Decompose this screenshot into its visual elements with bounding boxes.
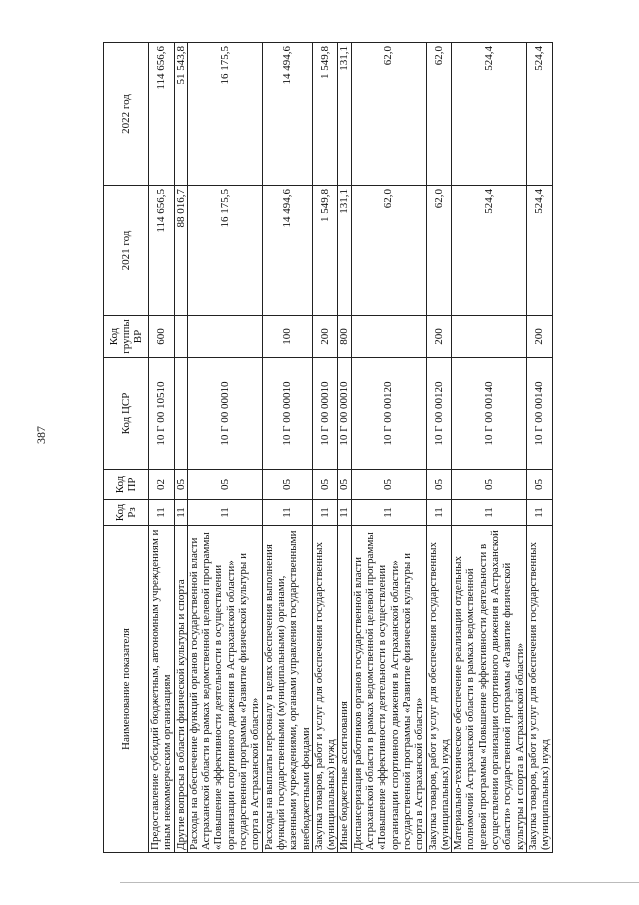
- table-row: [149, 43, 175, 853]
- table-row: [452, 43, 527, 853]
- row-pr: 05: [526, 470, 552, 500]
- row-2021: 62,0: [426, 186, 452, 316]
- row-pr: 05: [312, 470, 338, 500]
- row-pr: 05: [452, 470, 527, 500]
- row-csr: 10 Г 00 00120: [351, 358, 426, 470]
- table-row: [526, 43, 552, 853]
- row-vr: [174, 316, 187, 358]
- page-number: 387: [34, 426, 48, 444]
- row-2022: 524,4: [452, 43, 527, 186]
- row-2021: 16 175,5: [187, 186, 262, 316]
- row-csr: 10 Г 00 00140: [452, 358, 527, 470]
- header-rz: Код Рз: [104, 500, 149, 526]
- row-csr: 10 Г 00 00010: [338, 358, 351, 470]
- row-csr: 10 Г 00 00120: [426, 358, 452, 470]
- row-pr: 05: [351, 470, 426, 500]
- row-csr: 10 Г 00 00010: [262, 358, 312, 470]
- table-row: [426, 43, 452, 853]
- row-pr: 05: [262, 470, 312, 500]
- header-pr: Код ПР: [104, 470, 149, 500]
- row-2022: 14 494,6: [262, 43, 312, 186]
- header-csr: Код ЦСР: [104, 358, 149, 470]
- row-name: Закупка товаров, работ и услуг для обеспечения государственных (муниципальных) нужд: [426, 526, 452, 853]
- table-row: [312, 43, 338, 853]
- row-2021: 524,4: [526, 186, 552, 316]
- row-vr: 600: [149, 316, 175, 358]
- row-2021: 88 016,7: [174, 186, 187, 316]
- row-name: Закупка товаров, работ и услуг для обеспечения государственных (муниципальных) нужд: [312, 526, 338, 853]
- row-2021: 1 549,8: [312, 186, 338, 316]
- row-2022: 51 543,8: [174, 43, 187, 186]
- row-rz: 11: [174, 500, 187, 526]
- table-row: [187, 43, 262, 853]
- row-pr: 05: [174, 470, 187, 500]
- row-2022: 114 656,6: [149, 43, 175, 186]
- row-2022: 16 175,5: [187, 43, 262, 186]
- row-name: Диспансеризация работников органов государственной власти Астраханской области в рамках ведомственной целевой программы «Повышение эффективности деятельности в осуществлении организации спортивного движения в Астраханской области» государственной программы «Развитие физической культуры и спорта в Астраханской области»: [351, 526, 426, 853]
- row-name: Предоставление субсидий бюджетным, автономным учреждениям и иным некоммерческим организациям: [149, 526, 175, 853]
- row-2022: 62,0: [351, 43, 426, 186]
- table-row: [351, 43, 426, 853]
- row-2022: 1 549,8: [312, 43, 338, 186]
- row-rz: 11: [149, 500, 175, 526]
- row-rz: 11: [426, 500, 452, 526]
- row-pr: 05: [426, 470, 452, 500]
- row-rz: 11: [351, 500, 426, 526]
- row-name: Иные бюджетные ассигнования: [338, 526, 351, 853]
- row-2022: 131,1: [338, 43, 351, 186]
- table-row: [262, 43, 312, 853]
- row-2022: 62,0: [426, 43, 452, 186]
- row-2021: 114 656,5: [149, 186, 175, 316]
- header-name: Наименование показателя: [104, 526, 149, 853]
- row-rz: 11: [338, 500, 351, 526]
- row-2021: 62,0: [351, 186, 426, 316]
- row-csr: 10 Г 00 00140: [526, 358, 552, 470]
- row-rz: 11: [262, 500, 312, 526]
- row-rz: 11: [187, 500, 262, 526]
- row-csr: [174, 358, 187, 470]
- row-vr: 800: [338, 316, 351, 358]
- budget-table: [103, 42, 553, 853]
- row-vr: 100: [262, 316, 312, 358]
- row-csr: 10 Г 00 00010: [187, 358, 262, 470]
- row-2021: 131,1: [338, 186, 351, 316]
- row-name: Материально-техническое обеспечение реализации отдельных полномочий Астраханской области в рамках ведомственной целевой программы «Повышение эффективности деятельности в осуществлении организации спортивного движения в Астраханской области» государственной программы «Развитие физической культуры и спорта в Астраханской области»: [452, 526, 527, 853]
- header-2022: 2022 год: [104, 43, 149, 186]
- header-vr: Код группы ВР: [104, 316, 149, 358]
- header-2021: 2021 год: [104, 186, 149, 316]
- row-vr: 200: [426, 316, 452, 358]
- scan-edge-divider: [120, 882, 639, 883]
- row-rz: 11: [452, 500, 527, 526]
- row-2021: 14 494,6: [262, 186, 312, 316]
- row-vr: [351, 316, 426, 358]
- row-vr: 200: [312, 316, 338, 358]
- row-csr: 10 Г 00 10510: [149, 358, 175, 470]
- row-csr: 10 Г 00 00010: [312, 358, 338, 470]
- table-row: [338, 43, 351, 853]
- row-pr: 05: [338, 470, 351, 500]
- row-name: Расходы на выплаты персоналу в целях обеспечения выполнения функций государственными (муниципальными) органами, казенными учреждениями, органами управления государственными внебюджетными фондами: [262, 526, 312, 853]
- row-2021: 524,4: [452, 186, 527, 316]
- row-rz: 11: [312, 500, 338, 526]
- table-row: [174, 43, 187, 853]
- row-rz: 11: [526, 500, 552, 526]
- row-vr: 200: [526, 316, 552, 358]
- table-header-row: [104, 43, 149, 853]
- row-pr: 02: [149, 470, 175, 500]
- row-name: Расходы на обеспечение функций органов государственной власти Астраханской области в рамках ведомственной целевой программы «Повышение эффективности деятельности в осуществлении организации спортивного движения в Астраханской области» государственной программы «Развитие физической культуры и спорта в Астраханской области»: [187, 526, 262, 853]
- row-vr: [452, 316, 527, 358]
- rotated-page-content: [103, 43, 633, 853]
- row-name: Другие вопросы в области физической культуры и спорта: [174, 526, 187, 853]
- row-name: Закупка товаров, работ и услуг для обеспечения государственных (муниципальных) нужд: [526, 526, 552, 853]
- row-2022: 524,4: [526, 43, 552, 186]
- row-vr: [187, 316, 262, 358]
- row-pr: 05: [187, 470, 262, 500]
